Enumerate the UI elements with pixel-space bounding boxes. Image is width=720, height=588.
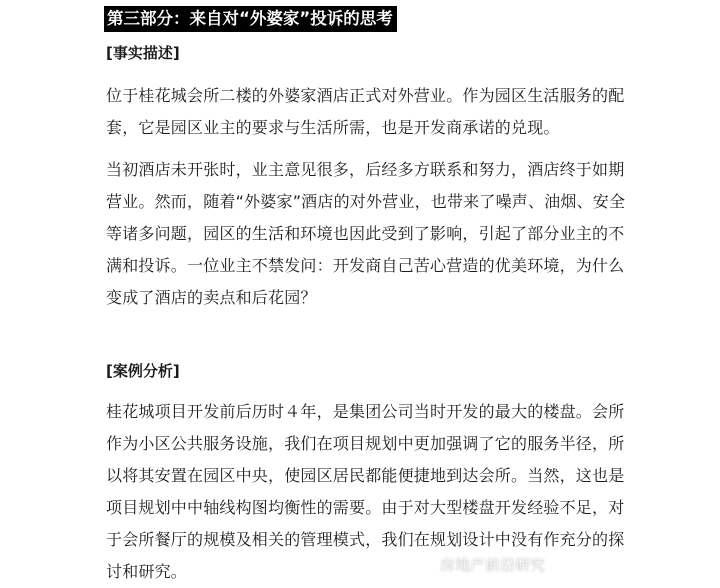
analysis-paragraph-1: 桂花城项目开发前后历时４年，是集团公司当时开发的最大的楼盘。会所作为小区公共服务设施，我们在项目规划中更加强调了它的服务半径，所以将其安置在园区中央，使园区居民都能便捷地到达会所。当然，这也是项目规划中中轴线构图均衡性的需要。由于对大型楼盘开发经验不足，对于会所餐厅的规模及相关的管理模式，我们在规划设计中没有作充分的探讨和研究。 [106, 402, 625, 581]
analysis-heading: [案例分析] [106, 362, 180, 380]
facts-paragraph-1: 位于桂花城会所二楼的外婆家酒店正式对外营业。作为园区生活服务的配套，它是园区业主的要求与生活所需，也是开发商承诺的兑现。 [106, 86, 625, 137]
watermark: 房地产前沿研究 [440, 556, 546, 574]
section-title: 第三部分：来自对“外婆家”投诉的思考 [104, 6, 397, 32]
facts-paragraph-2: 当初酒店未开张时，业主意见很多，后经多方联系和努力，酒店终于如期营业。然而，随着“外婆家”酒店的对外营业，也带来了噪声、油烟、安全等诸多问题，园区的生活和环境也因此受到了影响，引起了部分业主的不满和投诉。一位业主不禁发问：开发商自己苦心营造的优美环境，为什么变成了酒店的卖点和后花园？ [106, 160, 626, 307]
facts-heading: [事实描述] [106, 44, 180, 62]
